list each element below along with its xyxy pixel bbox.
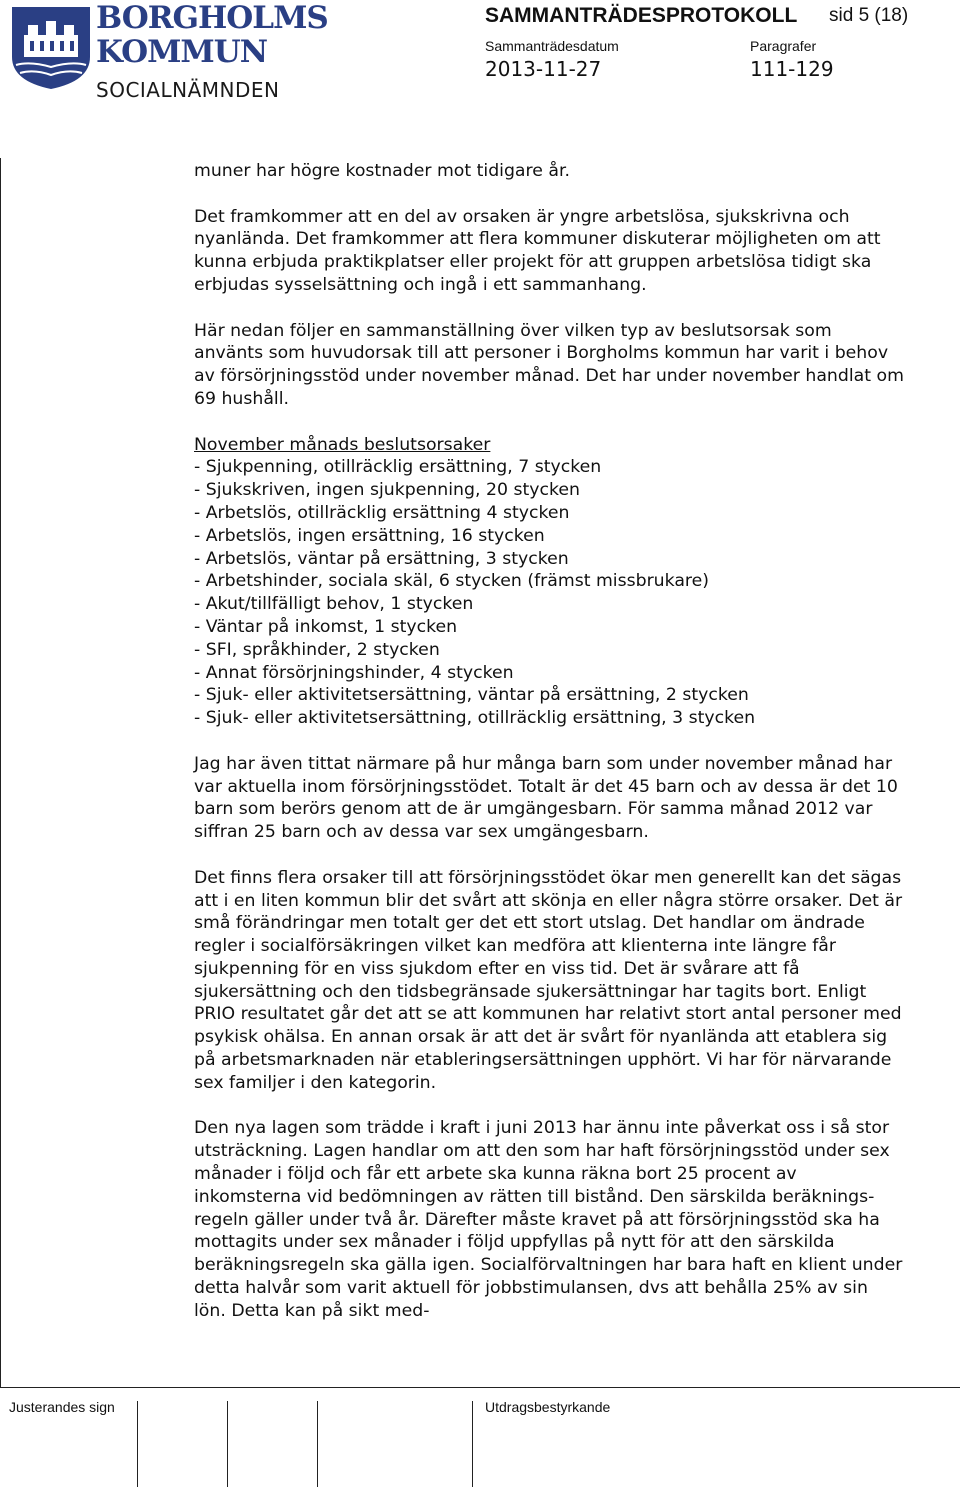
list-item: - Akut/tillfälligt behov, 1 stycken [194, 594, 474, 615]
paragraph-3: Här nedan följer en sammanställning över vilken typ av beslutsorsak som använts som huvudorsak till att personer i Borgholms kommun har varit i behov av försörjningsstöd under november månad. Det har under november handlat om 69 hushåll. [194, 320, 904, 409]
list-item: - Arbetslös, otillräcklig ersättning 4 stycken [194, 502, 570, 523]
paragraph-4: Jag har även tittat närmare på hur många barn som under november månad har var aktuella inom försörjningsstödet. Totalt är det 45 barn och av dessa är det 10 barn som berörs genom att de är umgängesbarn. För samma månad 2012 var siffran 25 barn och av dessa var sex umgängesbarn. [194, 753, 898, 843]
list-item: - Sjukskriven, ingen sjukpenning, 20 stycken [194, 480, 580, 501]
document-body [194, 160, 904, 1345]
meeting-date-value: 2013-11-27 [485, 57, 602, 81]
list-item: - Arbetslös, ingen ersättning, 16 stycken [194, 525, 545, 546]
signature-divider [227, 1401, 228, 1487]
left-margin-rule [0, 158, 1, 1387]
paragraph-1: muner har högre kostnader mot tidigare år. [194, 161, 570, 181]
reasons-list-heading: November månads beslutsorsaker [194, 434, 491, 455]
municipality-name-line2: KOMMUN [96, 34, 268, 70]
signature-label: Justerandes sign [9, 1399, 115, 1415]
meeting-date-label: Sammanträdesdatum [485, 38, 619, 54]
signature-divider [317, 1401, 318, 1487]
list-item: - Sjukpenning, otillräcklig ersättning, 7 stycken [194, 457, 602, 478]
signature-divider [137, 1401, 138, 1487]
list-item: - Väntar på inkomst, 1 stycken [194, 616, 458, 637]
paragraphs-value: 111-129 [750, 57, 834, 81]
department-name: SOCIALNÄMNDEN [96, 78, 280, 102]
document-title: SAMMANTRÄDESPROTOKOLL [485, 4, 798, 27]
list-item: - Arbetshinder, sociala skäl, 6 stycken (främst missbrukare) [194, 571, 710, 592]
municipality-crest-logo [10, 5, 92, 91]
footer-rule [0, 1387, 960, 1388]
list-item: - Annat försörjningshinder, 4 stycken [194, 662, 514, 683]
paragraph-5: Det finns flera orsaker till att försörjningsstödet ökar men generellt kan det sägas att i en liten kommun blir det svårt att skönja en eller några större orsaker. Det är små förändringar men totalt ger det ett stort utslag. Det handlar om ändrade regler i socialförsäkringen vilket kan medföra att klienterna inte längre får sjukpenning för en viss sjukdom efter en viss tid. Det är svårare att få sjukersättning och den tidsbegränsade sjukersättningar har tagits bort. Enligt PRIO resultatet går det att se att kommunen har relativt stort antal personer med psykisk ohälsa. En annan orsak är att det är svårt för nyanlända att etablera sig på arbetsmarknaden när etableringsersättningen upphört. Vi har för närvarande sex familjer i den kategorin. [194, 867, 903, 1093]
reasons-list [194, 456, 904, 730]
municipality-name-line1: BORGHOLMS [96, 0, 328, 36]
extract-verification-label: Utdragsbestyrkande [485, 1399, 611, 1415]
list-item: - Sjuk- eller aktivitetsersättning, otillräcklig ersättning, 3 stycken [194, 708, 756, 729]
signature-divider [472, 1401, 473, 1487]
paragraphs-label: Paragrafer [750, 38, 817, 54]
list-item: - SFI, språkhinder, 2 stycken [194, 639, 440, 660]
list-item: - Sjuk- eller aktivitetsersättning, väntar på ersättning, 2 stycken [194, 685, 749, 706]
list-item: - Arbetslös, väntar på ersättning, 3 stycken [194, 548, 569, 569]
paragraph-2: Det framkommer att en del av orsaken är yngre arbetslösa, sjukskrivna och nyanlända. Det framkommer att flera kommuner diskuterar möjligheten om att kunna erbjuda praktikplatser eller projekt för att gruppen arbetslösa tidigt ska erbjudas sysselsättning och ingå i ett sammanhang. [194, 206, 881, 295]
paragraph-6: Den nya lagen som trädde i kraft i juni 2013 har ännu inte påverkat oss i så stor utsträckning. Lagen handlar om att den som har haft försörjningsstöd under sex månader i följd och får ett arbete ska kunna räkna bort 25 procent av inkomsterna vid bedömningen av rätten till bistånd. Den särskilda beräknings-regeln gäller under två år. Därefter måste kravet på att försörjningsstöd ska ha mottagits under sex månader i följd uppfyllas på nytt för att den särskilda beräkningsregeln ska gälla igen. Socialförvaltningen har bara haft en klient under detta halvår som varit aktuell för jobbstimulansen, dvs att behålla 25% av sin lön. Detta kan på sikt med- [194, 1118, 903, 1321]
page-number: sid 5 (18) [829, 5, 909, 26]
